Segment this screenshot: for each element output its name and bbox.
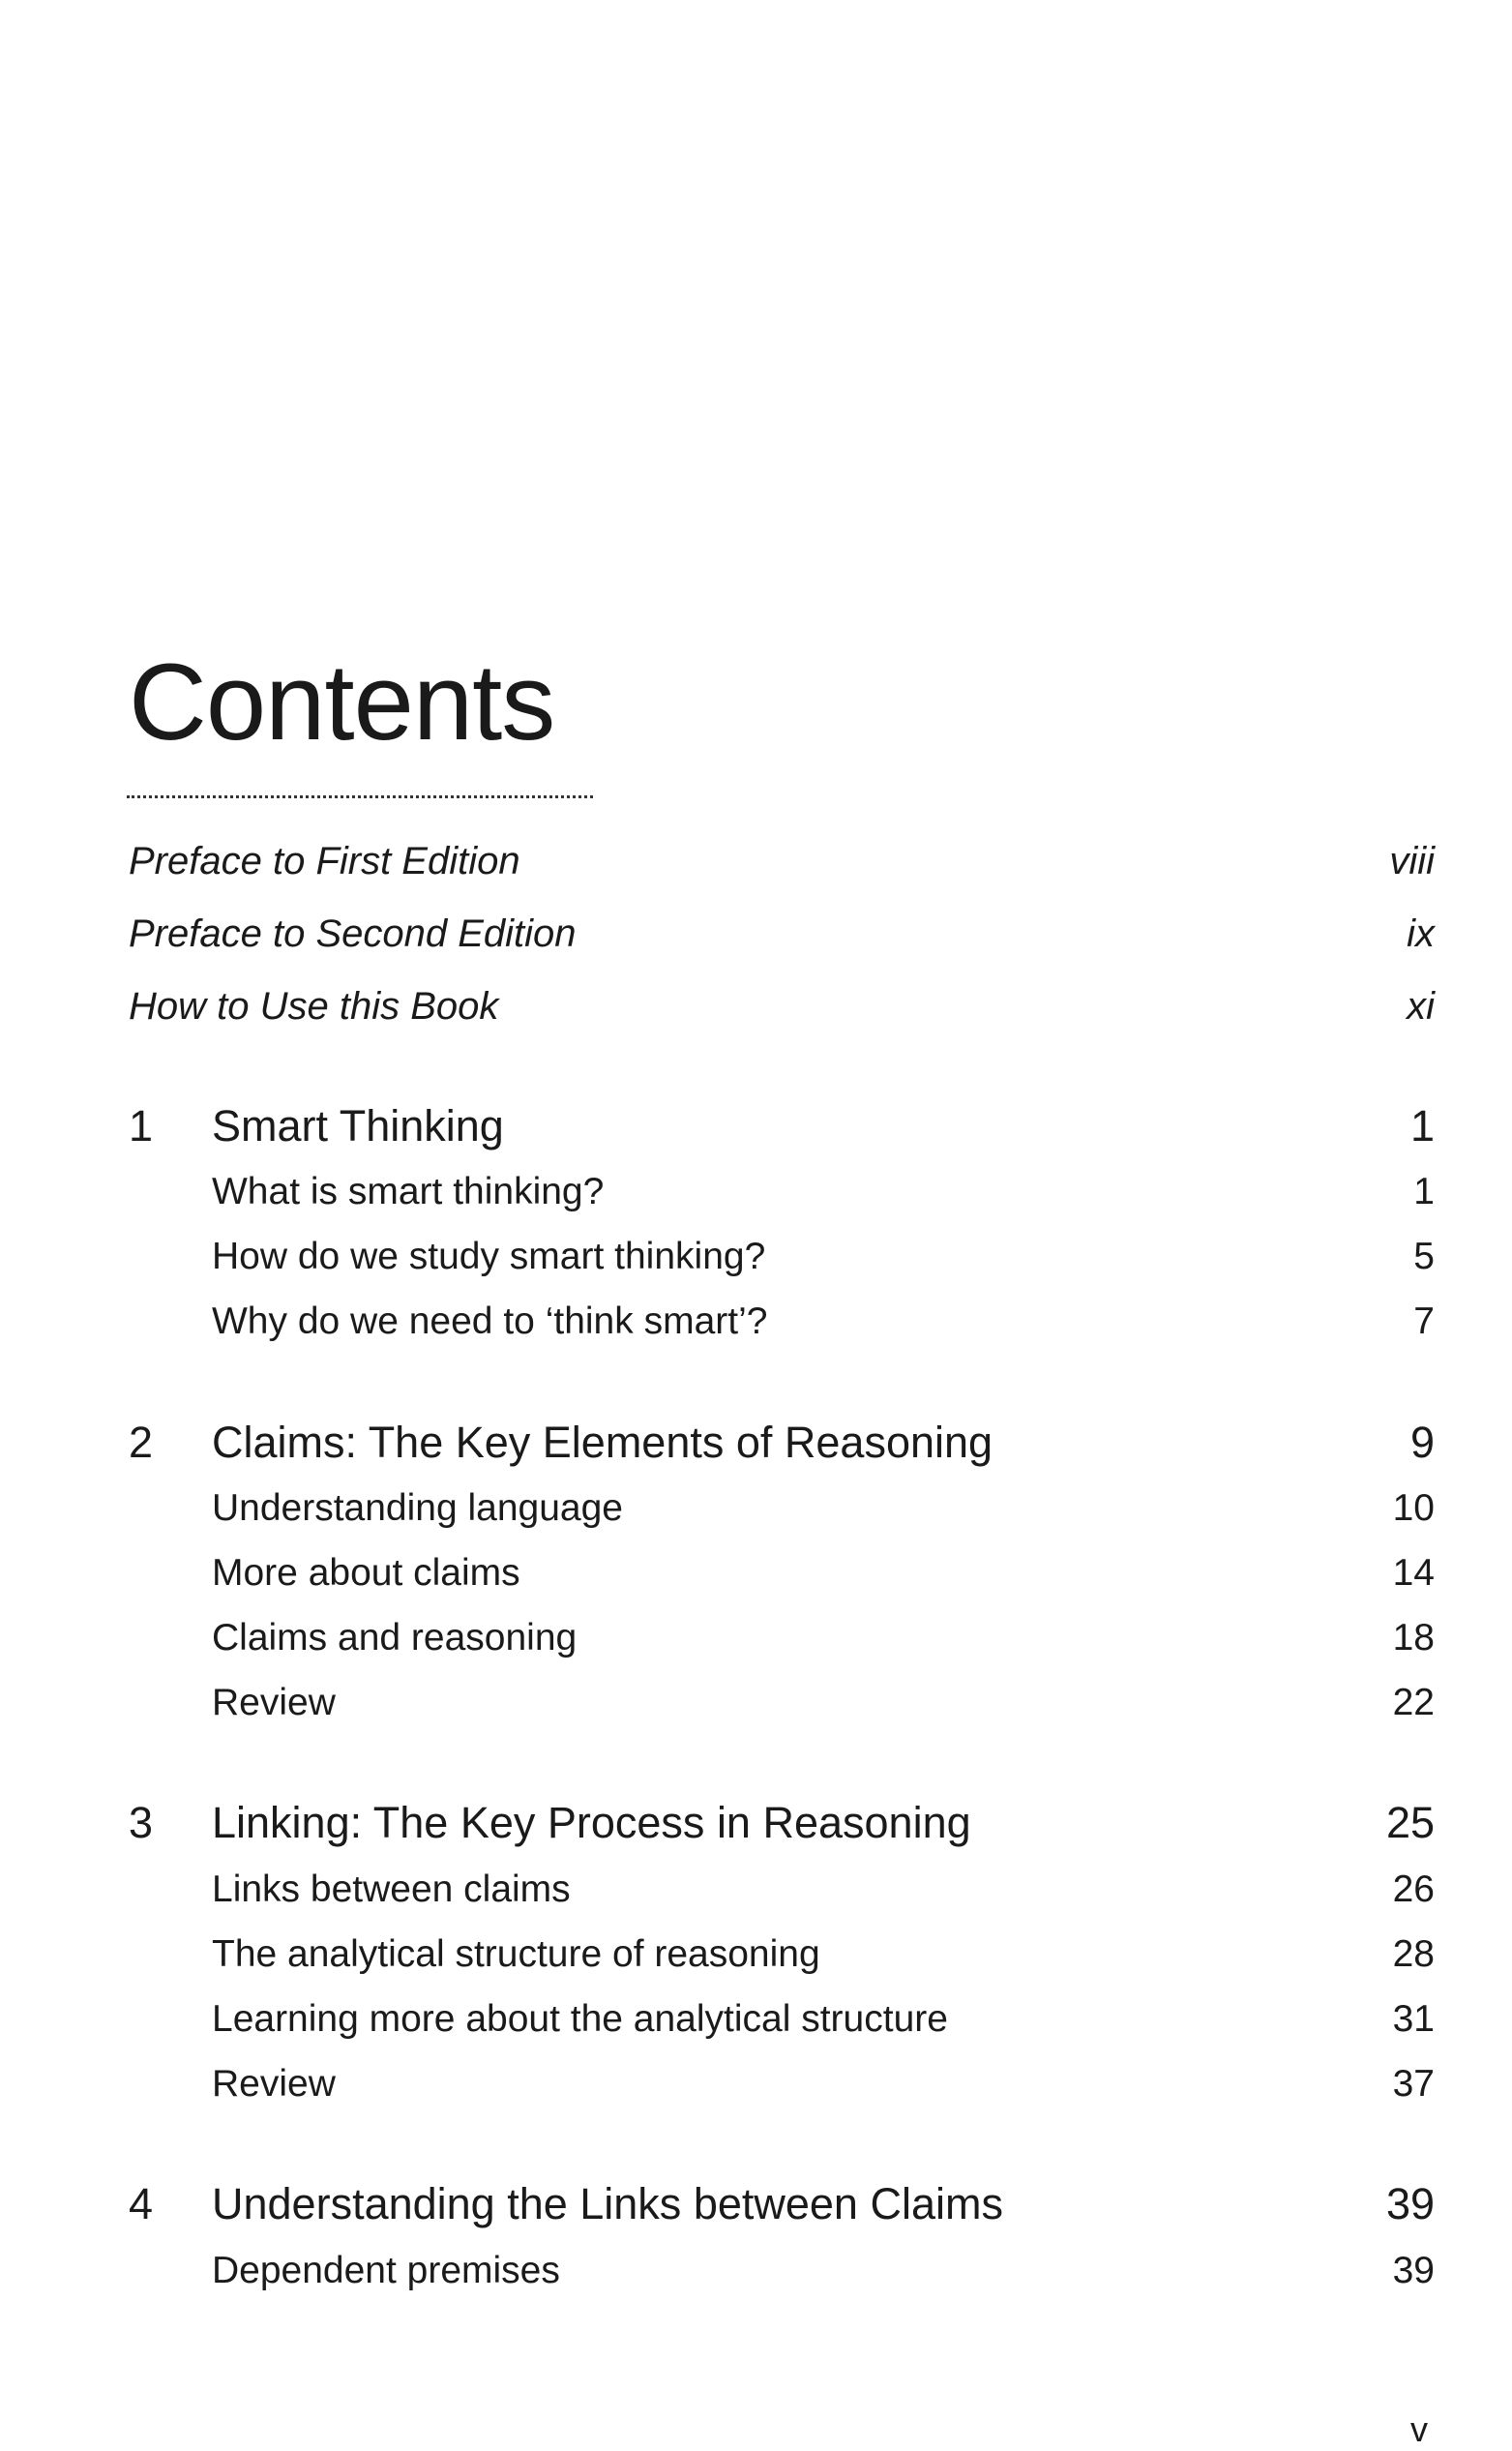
section-page: 28 — [1392, 1933, 1435, 1975]
section-title: Understanding language — [212, 1487, 624, 1529]
section-title: The analytical structure of reasoning — [212, 1933, 820, 1975]
chapter-number: 4 — [129, 2179, 154, 2228]
section-title: Links between claims — [212, 1868, 571, 1910]
chapter-number: 2 — [129, 1418, 154, 1467]
toc-entry-page: xi — [1407, 985, 1435, 1028]
toc-entry-label: Preface to First Edition — [129, 840, 520, 882]
section-title: Review — [212, 1682, 336, 1723]
toc-section-entry[interactable] — [212, 1868, 1435, 1917]
section-title: How do we study smart thinking? — [212, 1236, 766, 1277]
toc-section-entry[interactable] — [212, 1933, 1435, 1982]
chapter-title: Claims: The Key Elements of Reasoning — [212, 1418, 993, 1467]
section-title: Why do we need to ‘think smart’? — [212, 1300, 768, 1342]
section-page: 1 — [1413, 1171, 1435, 1212]
section-page: 7 — [1413, 1300, 1435, 1342]
section-title: What is smart thinking? — [212, 1171, 605, 1212]
section-page: 14 — [1392, 1552, 1435, 1594]
section-page: 39 — [1392, 2250, 1435, 2291]
section-title: More about claims — [212, 1552, 520, 1594]
toc-section-entry[interactable] — [212, 1171, 1435, 1219]
section-page: 5 — [1413, 1236, 1435, 1277]
chapter-number: 3 — [129, 1798, 154, 1847]
toc-section-entry[interactable] — [212, 1998, 1435, 2047]
chapter-title: Understanding the Links between Claims — [212, 2179, 1003, 2228]
toc-section-entry[interactable] — [212, 1487, 1435, 1536]
toc-entry-front-matter[interactable] — [129, 840, 1435, 888]
section-page: 10 — [1392, 1487, 1435, 1529]
toc-section-entry[interactable] — [212, 1236, 1435, 1284]
toc-entry-label: Preface to Second Edition — [129, 912, 577, 955]
toc-entry-front-matter[interactable] — [129, 912, 1435, 961]
section-page: 26 — [1392, 1868, 1435, 1910]
section-page: 18 — [1392, 1617, 1435, 1659]
chapter-page: 9 — [1409, 1418, 1435, 1467]
section-title: Review — [212, 2063, 336, 2105]
section-page: 31 — [1392, 1998, 1435, 2040]
toc-section-entry[interactable] — [212, 1552, 1435, 1600]
chapter-title: Linking: The Key Process in Reasoning — [212, 1798, 971, 1847]
toc-section-entry[interactable] — [212, 2063, 1435, 2111]
section-title: Claims and reasoning — [212, 1617, 578, 1659]
toc-section-entry[interactable] — [212, 1300, 1435, 1349]
toc-chapter-entry[interactable] — [129, 1418, 1435, 1466]
section-title: Dependent premises — [212, 2250, 560, 2291]
toc-section-entry[interactable] — [212, 1682, 1435, 1730]
section-title: Learning more about the analytical structure — [212, 1998, 948, 2040]
toc-chapter-entry[interactable] — [129, 1101, 1435, 1150]
section-page: 37 — [1392, 2063, 1435, 2105]
chapter-page: 39 — [1385, 2179, 1435, 2228]
chapter-title: Smart Thinking — [212, 1101, 504, 1151]
toc-section-entry[interactable] — [212, 1617, 1435, 1665]
title-dotted-rule — [127, 795, 593, 798]
toc-entry-front-matter[interactable] — [129, 985, 1435, 1033]
toc-entry-page: ix — [1407, 912, 1435, 955]
toc-entry-page: viii — [1389, 840, 1435, 882]
toc-chapter-entry[interactable] — [129, 1798, 1435, 1846]
section-page: 22 — [1392, 1682, 1435, 1723]
toc-chapter-entry[interactable] — [129, 2179, 1435, 2227]
toc-entry-label: How to Use this Book — [129, 985, 499, 1028]
page-folio: v — [1410, 2409, 1428, 2449]
toc-section-entry[interactable] — [212, 2250, 1435, 2298]
page-title: Contents — [129, 642, 555, 762]
chapter-page: 25 — [1385, 1798, 1435, 1847]
chapter-page: 1 — [1409, 1101, 1435, 1151]
chapter-number: 1 — [129, 1101, 154, 1151]
